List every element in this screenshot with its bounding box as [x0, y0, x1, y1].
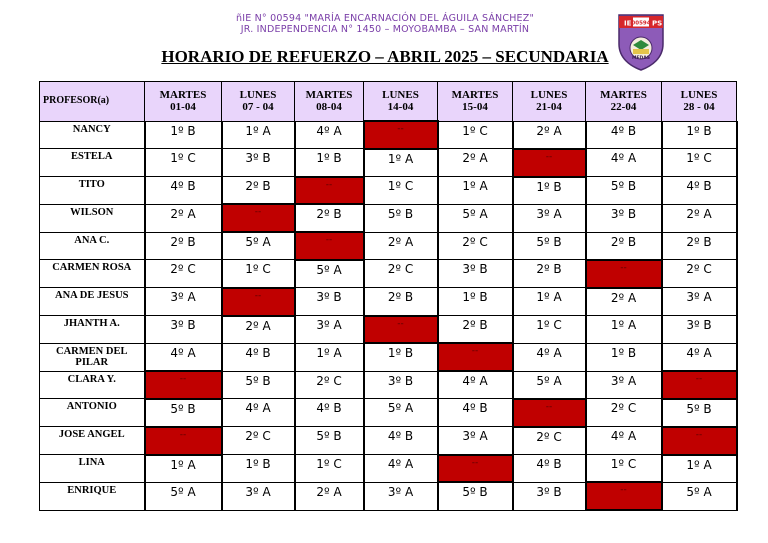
schedule-cell: 5º B [438, 482, 513, 510]
schedule-cell: 4º A [364, 455, 438, 483]
schedule-cell: 3º A [364, 482, 438, 510]
table-row [40, 399, 737, 427]
off-day-cell: -- [145, 427, 222, 455]
schedule-cell: 1º A [438, 177, 513, 205]
schedule-cell: 1º C [438, 121, 513, 149]
table-row [40, 455, 737, 483]
off-day-cell: -- [295, 232, 364, 260]
schedule-cell: 1º C [586, 455, 662, 483]
table-row [40, 343, 737, 371]
date-column-header [513, 82, 586, 122]
schedule-cell: 4º A [586, 427, 662, 455]
professor-name: CLARA Y. [40, 371, 145, 399]
schedule-cell: 1º C [662, 149, 737, 177]
table-header-row [40, 82, 737, 122]
column-day: MARTES [159, 89, 207, 102]
table-row [40, 427, 737, 455]
schedule-cell: 5º A [295, 260, 364, 288]
table-row [40, 371, 737, 399]
schedule-cell: 1º A [222, 121, 295, 149]
professor-name: ESTELA [40, 149, 145, 177]
schedule-cell: 4º A [295, 121, 364, 149]
schedule-cell: 1º A [586, 316, 662, 344]
professor-name: NANCY [40, 121, 145, 149]
schedule-cell: 2º C [662, 260, 737, 288]
schedule-cell: 1º C [513, 316, 586, 344]
column-date: 22-04 [610, 101, 637, 114]
schedule-cell: 5º B [364, 204, 438, 232]
schedule-cell: 4º A [513, 343, 586, 371]
school-address-line: JR. INDEPENDENCIA N° 1450 – MOYOBAMBA – SAN MARTÍN [240, 24, 530, 35]
column-day: LUNES [680, 89, 718, 102]
table-row [40, 149, 737, 177]
column-day: MARTES [600, 89, 647, 102]
schedule-cell: 1º B [222, 455, 295, 483]
column-day: LUNES [239, 89, 277, 102]
table-row [40, 482, 737, 510]
schedule-cell: 2º C [438, 232, 513, 260]
column-date: 21-04 [536, 101, 562, 114]
svg-text:MEDAS: MEDAS [631, 56, 651, 61]
page-title: HORARIO DE REFUERZO – ABRIL 2025 – SECUNDARIA [161, 47, 609, 66]
schedule-cell: 4º A [145, 343, 222, 371]
off-day-cell: -- [438, 343, 513, 371]
schedule-cell: 2º B [295, 204, 364, 232]
schedule-cell: 1º B [364, 343, 438, 371]
svg-text:IE: IE [624, 19, 632, 28]
schedule-cell: 3º A [295, 316, 364, 344]
professor-name: JHANTH A. [40, 316, 145, 344]
schedule-cell: 1º B [438, 288, 513, 316]
schedule-cell: 3º B [222, 149, 295, 177]
schedule-cell: 3º B [586, 204, 662, 232]
schedule-cell: 3º B [662, 316, 737, 344]
column-date: 08-04 [316, 101, 342, 114]
professor-column-header: PROFESOR(a) [40, 82, 145, 122]
schedule-cell: 5º B [586, 177, 662, 205]
column-day: LUNES [530, 89, 568, 102]
date-column-header [662, 82, 737, 122]
professor-name: CARMEN ROSA [40, 260, 145, 288]
schedule-cell: 2º C [295, 371, 364, 399]
schedule-cell: 2º A [295, 482, 364, 510]
column-date: 07 - 04 [242, 101, 274, 114]
schedule-cell: 2º A [145, 204, 222, 232]
date-column-header [586, 82, 662, 122]
column-date: 14-04 [387, 101, 414, 113]
schedule-cell: 3º A [662, 288, 737, 316]
schedule-cell: 5º A [513, 371, 586, 399]
professor-name: JOSE ANGEL [40, 427, 145, 455]
schedule-cell: 1º A [295, 343, 364, 371]
schedule-cell: 5º B [513, 232, 586, 260]
table-row [40, 260, 737, 288]
date-column-header [295, 82, 364, 122]
schedule-cell: 3º A [513, 204, 586, 232]
schedule-cell: 1º A [364, 149, 438, 177]
schedule-cell: 1º A [662, 455, 737, 483]
schedule-cell: 4º B [438, 399, 513, 427]
off-day-cell: -- [295, 177, 364, 205]
off-day-cell: -- [586, 260, 662, 288]
schedule-cell: 2º C [222, 427, 295, 455]
schedule-cell: 1º A [513, 288, 586, 316]
schedule-cell: 1º C [364, 177, 438, 205]
schedule-cell: 1º C [295, 455, 364, 483]
schedule-cell: 4º B [145, 177, 222, 205]
schedule-cell: 3º B [295, 288, 364, 316]
schedule-cell: 4º A [586, 149, 662, 177]
date-column-header [364, 82, 438, 122]
column-day: MARTES [305, 89, 353, 102]
schedule-cell: 2º A [438, 149, 513, 177]
schedule-cell: 5º B [295, 427, 364, 455]
off-day-cell: -- [364, 121, 438, 149]
table-row [40, 288, 737, 316]
schedule-cell: 1º B [295, 149, 364, 177]
professor-name: WILSON [40, 204, 145, 232]
column-day: LUNES [382, 89, 419, 101]
off-day-cell: -- [145, 371, 222, 399]
schedule-cell: 1º B [586, 343, 662, 371]
table-body [40, 121, 737, 510]
schedule-cell: 4º A [662, 343, 737, 371]
schedule-cell: 4º A [438, 371, 513, 399]
schedule-cell: 1º B [662, 121, 737, 149]
off-day-cell: -- [222, 288, 295, 316]
column-date: 01-04 [170, 101, 196, 114]
professor-name: ANTONIO [40, 399, 145, 427]
schedule-cell: 1º B [513, 177, 586, 205]
schedule-cell: 4º B [222, 343, 295, 371]
schedule-cell: 5º A [438, 204, 513, 232]
schedule-cell: 5º B [662, 399, 737, 427]
date-column-header [438, 82, 513, 122]
column-day: MARTES [451, 89, 499, 102]
date-column-header [145, 82, 222, 122]
table-row [40, 316, 737, 344]
svg-text:PS: PS [652, 19, 663, 28]
schedule-cell: 2º C [145, 260, 222, 288]
schedule-cell: 2º A [662, 204, 737, 232]
schedule-cell: 3º B [513, 482, 586, 510]
schedule-cell: 5º A [662, 482, 737, 510]
schedule-cell: 5º B [222, 371, 295, 399]
schedule-cell: 4º B [513, 455, 586, 483]
schedule-cell: 1º B [145, 121, 222, 149]
schedule-cell: 1º C [145, 149, 222, 177]
schedule-cell: 3º A [222, 482, 295, 510]
schedule-cell: 3º A [438, 427, 513, 455]
schedule-cell: 2º B [513, 260, 586, 288]
schedule-cell: 2º A [513, 121, 586, 149]
professor-name: ENRIQUE [40, 482, 145, 510]
column-date: 28 - 04 [683, 101, 715, 114]
schedule-cell: 4º B [364, 427, 438, 455]
off-day-cell: -- [438, 455, 513, 483]
schedule-cell: 5º A [364, 399, 438, 427]
svg-text:00594: 00594 [631, 20, 651, 27]
schedule-cell: 3º A [586, 371, 662, 399]
schedule-cell: 1º C [222, 260, 295, 288]
schedule-cell: 4º B [295, 399, 364, 427]
off-day-cell: -- [662, 371, 737, 399]
school-crest-logo [616, 12, 666, 72]
off-day-cell: -- [513, 149, 586, 177]
schedule-cell: 2º C [364, 260, 438, 288]
schedule-cell: 5º A [145, 482, 222, 510]
school-name-line: ñIE N° 00594 "MARÍA ENCARNACIÓN DEL ÁGUILA SÁNCHEZ" [235, 13, 535, 24]
off-day-cell: -- [513, 399, 586, 427]
schedule-cell: 4º B [662, 177, 737, 205]
table-row [40, 204, 737, 232]
off-day-cell: -- [662, 427, 737, 455]
schedule-cell: 2º B [438, 316, 513, 344]
schedule-cell: 2º B [586, 232, 662, 260]
schedule-cell: 2º B [662, 232, 737, 260]
table-row [40, 177, 737, 205]
schedule-cell: 5º A [222, 232, 295, 260]
schedule-cell: 3º B [364, 371, 438, 399]
schedule-cell: 3º B [438, 260, 513, 288]
schedule-cell: 4º B [586, 121, 662, 149]
professor-name: TITO [40, 177, 145, 205]
schedule-cell: 2º A [222, 316, 295, 344]
schedule-cell: 3º A [145, 288, 222, 316]
schedule-cell: 5º B [145, 399, 222, 427]
off-day-cell: -- [364, 316, 438, 344]
schedule-cell: 4º A [222, 399, 295, 427]
schedule-table [39, 81, 738, 511]
professor-name: LINA [40, 455, 145, 483]
schedule-cell: 2º C [513, 427, 586, 455]
off-day-cell: -- [586, 482, 662, 510]
schedule-cell: 2º C [586, 399, 662, 427]
column-date: 15-04 [462, 101, 488, 114]
schedule-cell: 2º B [364, 288, 438, 316]
schedule-cell: 1º A [145, 455, 222, 483]
professor-name: ANA DE JESUS [40, 288, 145, 316]
table-row [40, 232, 737, 260]
schedule-cell: 2º B [145, 232, 222, 260]
schedule-cell: 2º B [222, 177, 295, 205]
schedule-cell: 2º A [586, 288, 662, 316]
table-row [40, 121, 737, 149]
off-day-cell: -- [222, 204, 295, 232]
schedule-cell: 2º A [364, 232, 438, 260]
schedule-cell: 3º B [145, 316, 222, 344]
professor-name: ANA C. [40, 232, 145, 260]
date-column-header [222, 82, 295, 122]
professor-name: CARMEN DEL PILAR [40, 343, 145, 371]
